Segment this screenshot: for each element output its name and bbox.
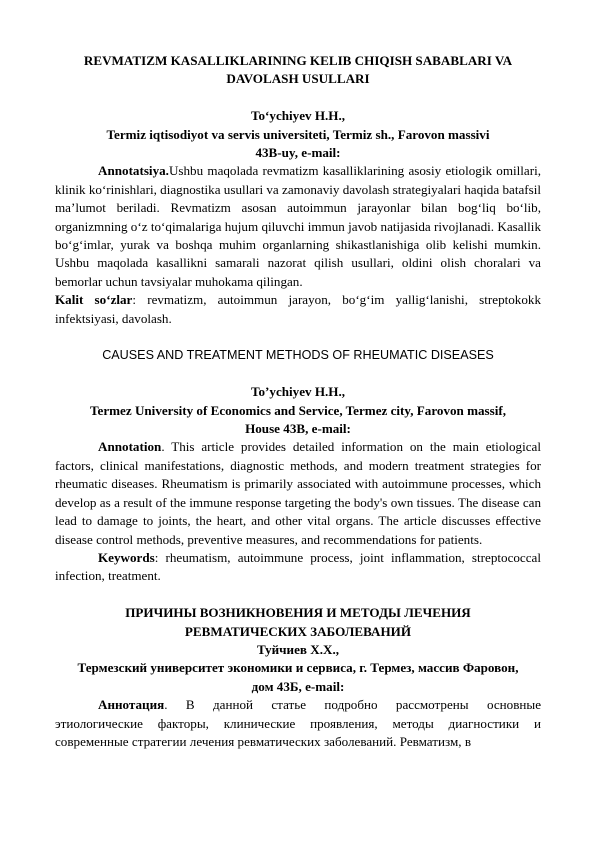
ru-abstract [55,696,541,751]
ru-author: Туйчиев Х.Х., [257,641,339,657]
uz-abstract-text: Ushbu maqolada revmatizm kasalliklarining asosiy etiologik omillari, klinik ko‘rinishlari, diagnostika usullari va zamonaviy davolash strategiyalari haqida batafsil ma’lumot beriladi. Revmatizm asosan autoimmun jarayonlar bilan bog‘liq bo‘lib, organizmning o‘z to‘qimalariga hujum qiluvchi immun javob natijasida rivojlanadi. Kasallik bo‘g‘imlar, yurak va boshqa muhim organlarning shikastlanishiga olib kelishi mumkin. Ushbu maqolada kasallikni samarali nazorat qilish usullari, oldini olish choralari va bemorlar uchun tavsiyalar muhokama qilingan. [55,163,541,289]
ru-title-line-1: ПРИЧИНЫ ВОЗНИКНОВЕНИЯ И МЕТОДЫ ЛЕЧЕНИЯ [125,605,471,621]
ru-abstract-label: Аннотация [98,697,165,713]
uz-keywords-text: : revmatizm, autoimmun jarayon, bo‘g‘im yallig‘lanishi, streptokokk infektsiyasi, davolash. [55,292,541,326]
ru-affiliation-line-1: Термезский университет экономики и сервиса, г. Термез, массив Фаровон, [77,660,519,676]
en-abstract [55,438,541,548]
uz-title-line-2: DAVOLASH USULLARI [226,71,370,87]
uz-keywords-label: Kalit so‘zlar [55,292,133,308]
ru-affiliation-line-2: дом 43Б, e-mail: [251,678,345,694]
en-keywords [55,549,541,586]
ru-abstract-text: . В данной статье подробно рассмотрены основные этиологические факторы, клинические проявления, методы диагностики и современные стратегии лечения ревматических заболеваний. Ревматизм, в [55,697,541,749]
en-keywords-label: Keywords [98,549,155,565]
en-abstract-label: Annotation [98,439,162,455]
en-affiliation-line-1: Termez University of Economics and Service, Termez city, Farovon massif, [89,402,507,418]
uz-affiliation-line-1: Termiz iqtisodiyot va servis universiteti, Termiz sh., Farovon massivi [106,126,490,142]
uz-author: To‘ychiyev H.H., [250,108,346,124]
en-title: CAUSES AND TREATMENT METHODS OF RHEUMATIC DISEASES [102,348,494,363]
uz-keywords [55,291,541,328]
en-abstract-text: . This article provides detailed information on the main etiological factors, clinical manifestations, diagnostic methods, and modern treatment strategies for rheumatic diseases. Rheumatism is primarily associated with autoimmune processes, which develop as a result of the immune response targeting the body's own tissues. The disease can lead to damage to joints, the heart, and other vital organs. The article discusses effective disease control methods, preventive measures, and recommendations for patients. [55,439,541,547]
uz-abstract [55,162,541,291]
en-keywords-text: : rheumatism, autoimmune process, joint inflammation, streptococcal infection, treatment. [55,549,541,584]
uz-affiliation-line-2: 43B-uy, e-mail: [255,145,341,161]
en-author: To’ychiyev H.H., [250,384,346,400]
uz-title-line-1: REVMATIZM KASALLIKLARINING KELIB CHIQISH SABABLARI VA [83,53,513,68]
ru-title-line-2: РЕВМАТИЧЕСКИХ ЗАБОЛЕВАНИЙ [184,623,412,639]
uz-abstract-label: Annotatsiya. [98,163,169,179]
en-affiliation-line-2: House 43B, e-mail: [245,421,351,437]
